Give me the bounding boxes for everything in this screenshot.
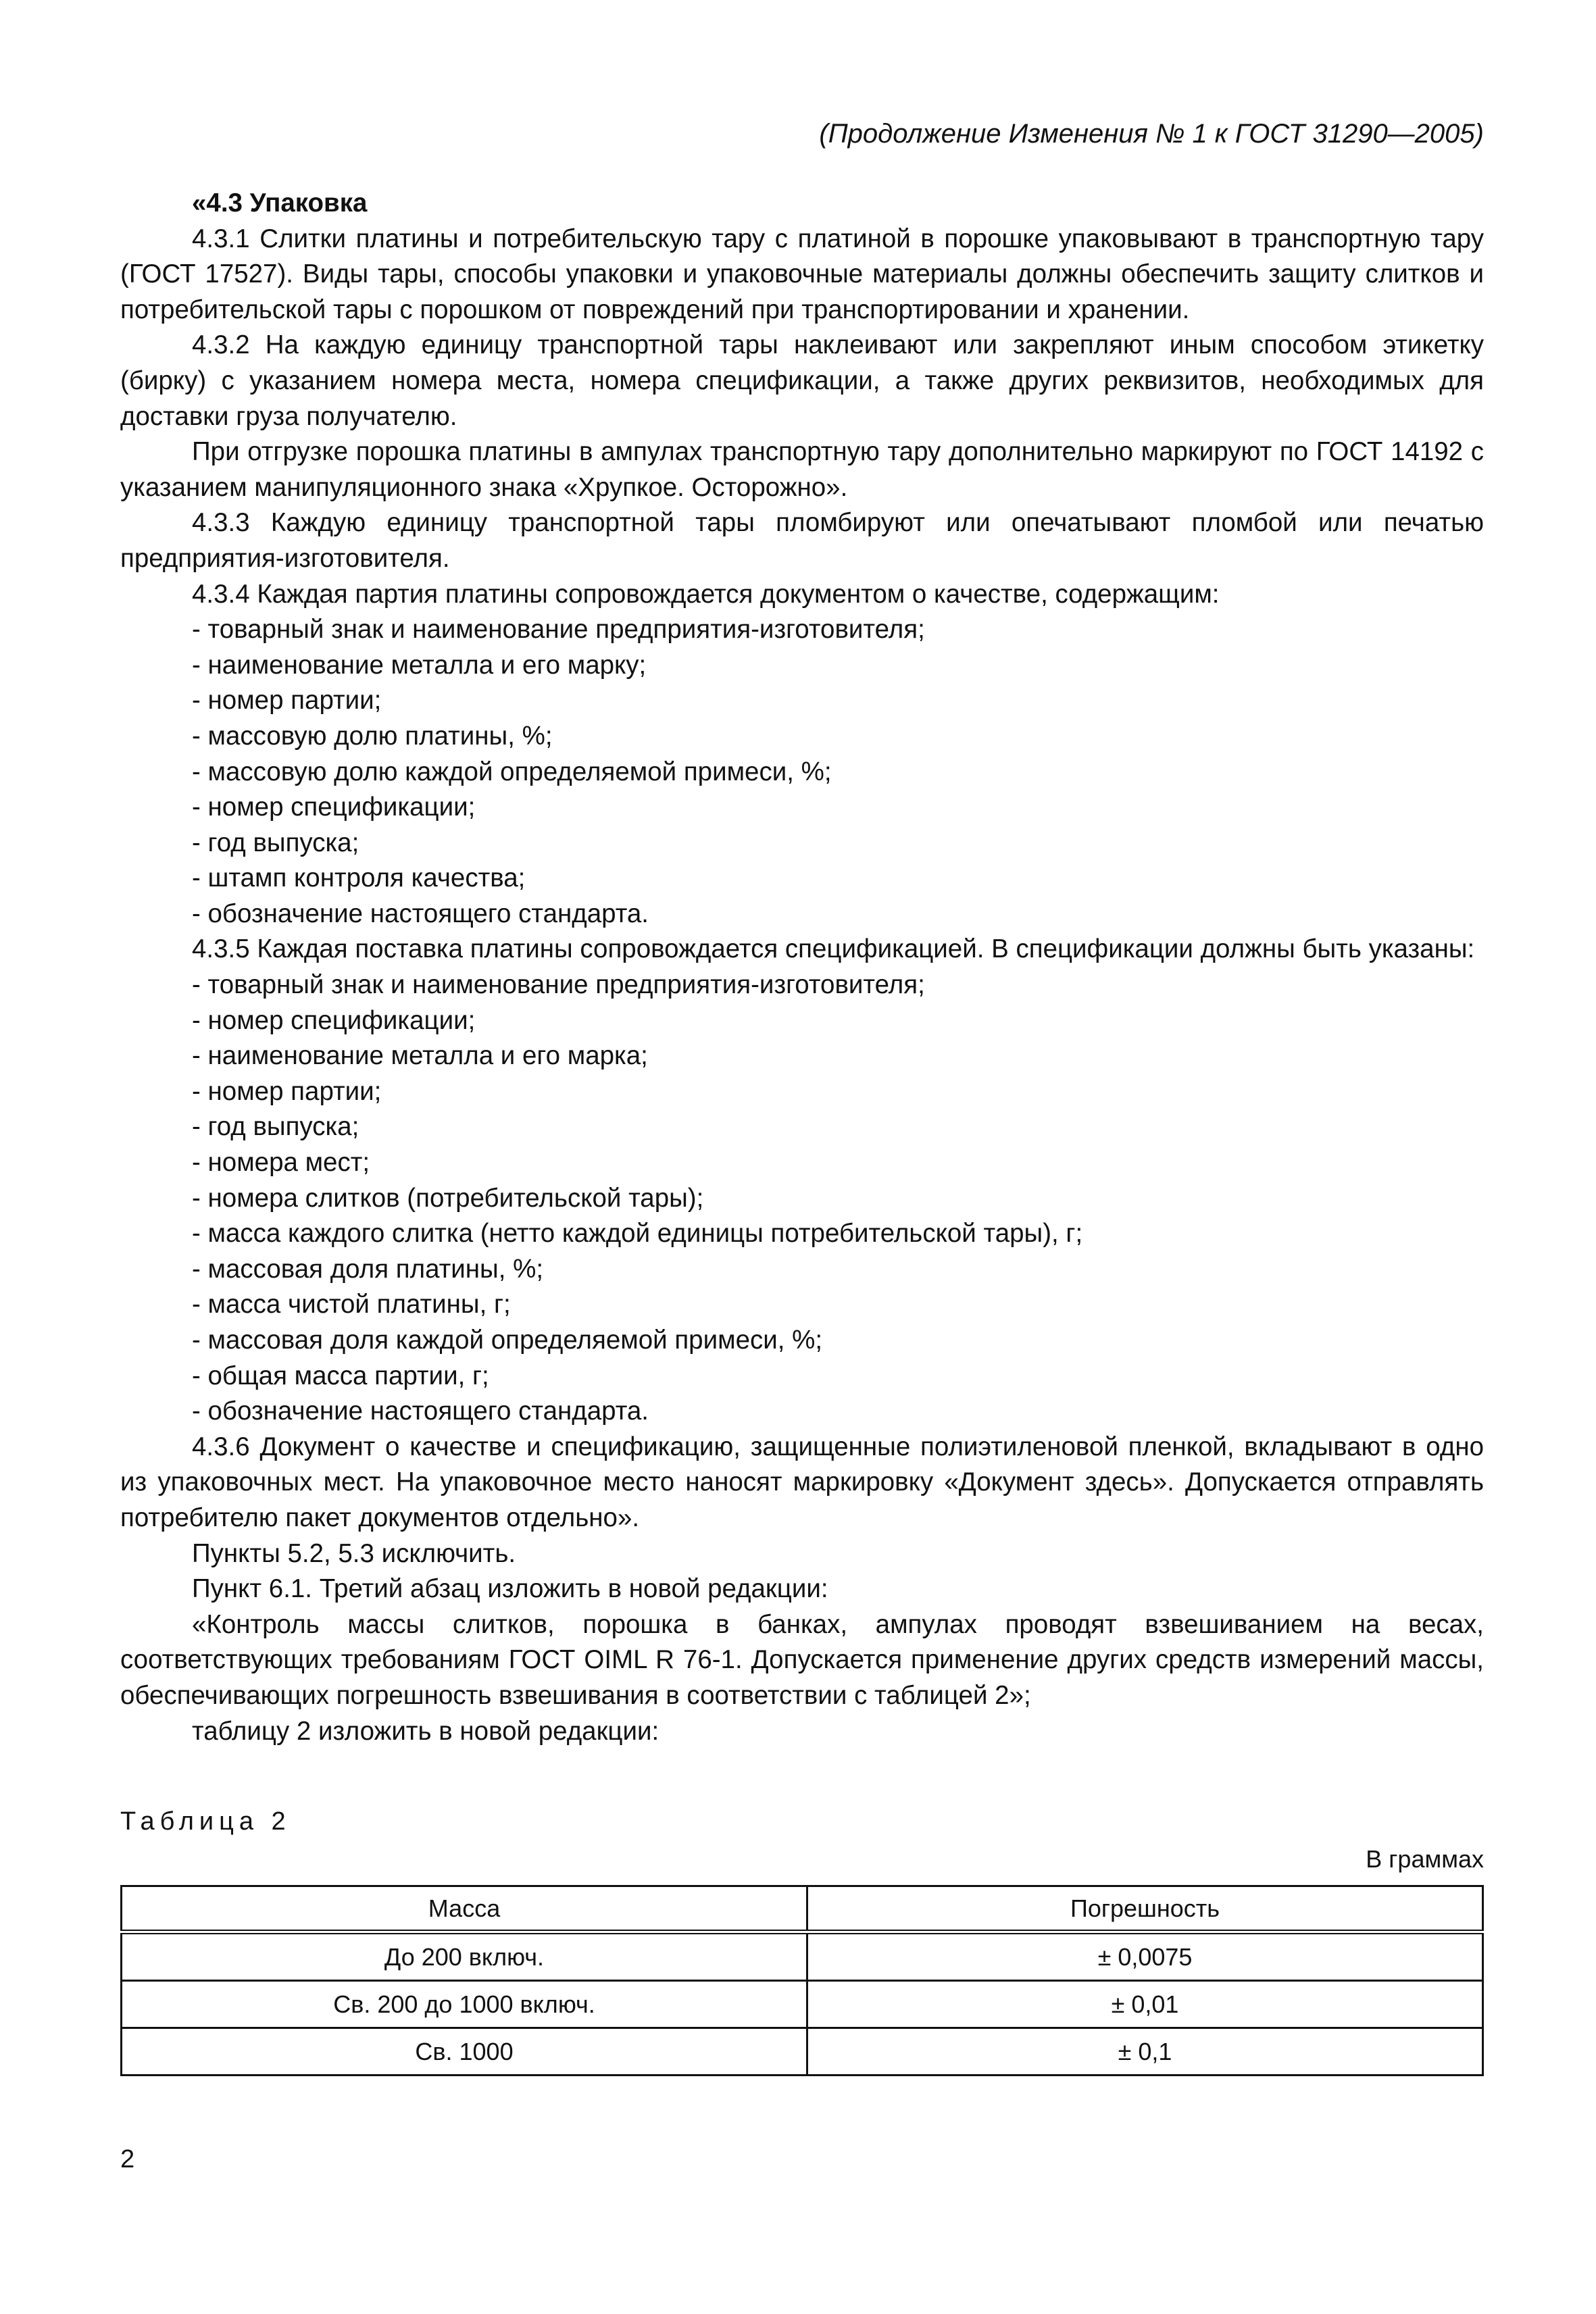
column-header-error: Погрешность xyxy=(807,1886,1483,1932)
table-cell-error: ± 0,01 xyxy=(807,1981,1483,2028)
paragraph-ampoules: При отгрузке порошка платины в ампулах транспортную тару дополнительно маркируют по ГОСТ 14192 с указанием манипуляционного знака «Хрупкое. Осторожно». xyxy=(120,437,1484,502)
paragraph-4-3-2: 4.3.2 На каждую единицу транспортной тары наклеивают или закрепляют иным способом этикетку (бирку) с указанием номера места, номера спецификации, а также других реквизитов, необходимых для доставки груза получателю. xyxy=(120,330,1484,431)
document-body xyxy=(120,186,1484,1749)
table-cell-mass: До 200 включ. xyxy=(122,1932,807,1981)
list-item: - массовую долю каждой определяемой примеси, %; xyxy=(192,757,832,786)
paragraph-exclude: Пункты 5.2, 5.3 исключить. xyxy=(192,1538,516,1568)
table-cell-mass: Св. 200 до 1000 включ. xyxy=(122,1981,807,2028)
paragraph-4-3-4: 4.3.4 Каждая партия платины сопровождается документом о качестве, содержащим: xyxy=(192,579,1220,609)
list-item: - товарный знак и наименование предприятия-изготовителя; xyxy=(192,615,925,645)
list-item: - массовая доля платины, %; xyxy=(192,1254,544,1284)
list-item: - номера мест; xyxy=(192,1148,370,1178)
list-item: - номер партии; xyxy=(192,1076,382,1106)
table-2 xyxy=(120,1885,1484,2076)
list-item: - товарный знак и наименование предприятия-изготовителя; xyxy=(192,970,925,1000)
list-item: - штамп контроля качества; xyxy=(192,863,526,893)
table-row xyxy=(122,2028,1483,2076)
list-item: - масса чистой платины, г; xyxy=(192,1290,511,1319)
list-item: - обозначение настоящего стандарта. xyxy=(192,899,649,928)
table-header-row xyxy=(122,1886,1483,1932)
list-item: - номера слитков (потребительской тары); xyxy=(192,1183,704,1213)
table-cell-error: ± 0,1 xyxy=(807,2028,1483,2076)
table-cell-error: ± 0,0075 xyxy=(807,1932,1483,1981)
page-number: 2 xyxy=(120,2145,135,2173)
column-header-mass: Масса xyxy=(122,1886,807,1932)
list-item: - наименование металла и его марку; xyxy=(192,650,647,680)
list-item: - наименование металла и его марка; xyxy=(192,1041,648,1071)
paragraph-4-3-3: 4.3.3 Каждую единицу транспортной тары пломбируют или опечатывают пломбой или печатью предприятия-изготовителя. xyxy=(120,508,1484,573)
paragraph-4-3-1: 4.3.1 Слитки платины и потребительскую тару с платиной в порошке упаковывают в транспортную тару (ГОСТ 17527). Виды тары, способы упаковки и упаковочные материалы должны обеспечить защиту слитков и потребительской тары с порошком от повреждений при транспортировании и хранении. xyxy=(120,224,1484,324)
section-title: «4.3 Упаковка xyxy=(192,188,368,218)
table-row xyxy=(122,1932,1483,1981)
paragraph-4-3-5: 4.3.5 Каждая поставка платины сопровождается спецификацией. В спецификации должны быть указаны: xyxy=(192,934,1475,964)
list-item: - номер спецификации; xyxy=(192,1005,476,1035)
table-cell-mass: Св. 1000 xyxy=(122,2028,807,2076)
list-item: - массовую долю платины, %; xyxy=(192,721,553,751)
list-item: - год выпуска; xyxy=(192,1112,359,1142)
list-item: - год выпуска; xyxy=(192,828,359,857)
list-item: - общая масса партии, г; xyxy=(192,1361,489,1390)
page-header: (Продолжение Изменения № 1 к ГОСТ 31290—2005) xyxy=(819,119,1484,149)
paragraph-4-3-6: 4.3.6 Документ о качестве и спецификацию, защищенные полиэтиленовой пленкой, вкладывают в одно из упаковочных мест. На упаковочное место наносят маркировку «Документ здесь». Допускается отправлять потребителю пакет документов отдельно». xyxy=(120,1432,1484,1532)
table-units: В граммах xyxy=(1366,1845,1484,1873)
list-item: - номер партии; xyxy=(192,686,382,715)
paragraph-6-1: Пункт 6.1. Третий абзац изложить в новой редакции: xyxy=(192,1574,828,1604)
table-row xyxy=(122,1981,1483,2028)
paragraph-control: «Контроль массы слитков, порошка в банках, ампулах проводят взвешиванием на весах, соответствующих требованиям ГОСТ OIML R 76-1. Допускается применение других средств измерений массы, обеспечивающих погрешность взвешивания в соответствии с таблицей 2»; xyxy=(120,1609,1484,1710)
list-item: - масса каждого слитка (нетто каждой единицы потребительской тары), г; xyxy=(192,1219,1083,1249)
list-item: - номер спецификации; xyxy=(192,793,476,822)
paragraph-table-intro: таблицу 2 изложить в новой редакции: xyxy=(192,1716,659,1746)
list-item: - массовая доля каждой определяемой примеси, %; xyxy=(192,1326,823,1355)
list-item: - обозначение настоящего стандарта. xyxy=(192,1397,649,1426)
table-caption: Таблица 2 xyxy=(120,1807,291,1836)
